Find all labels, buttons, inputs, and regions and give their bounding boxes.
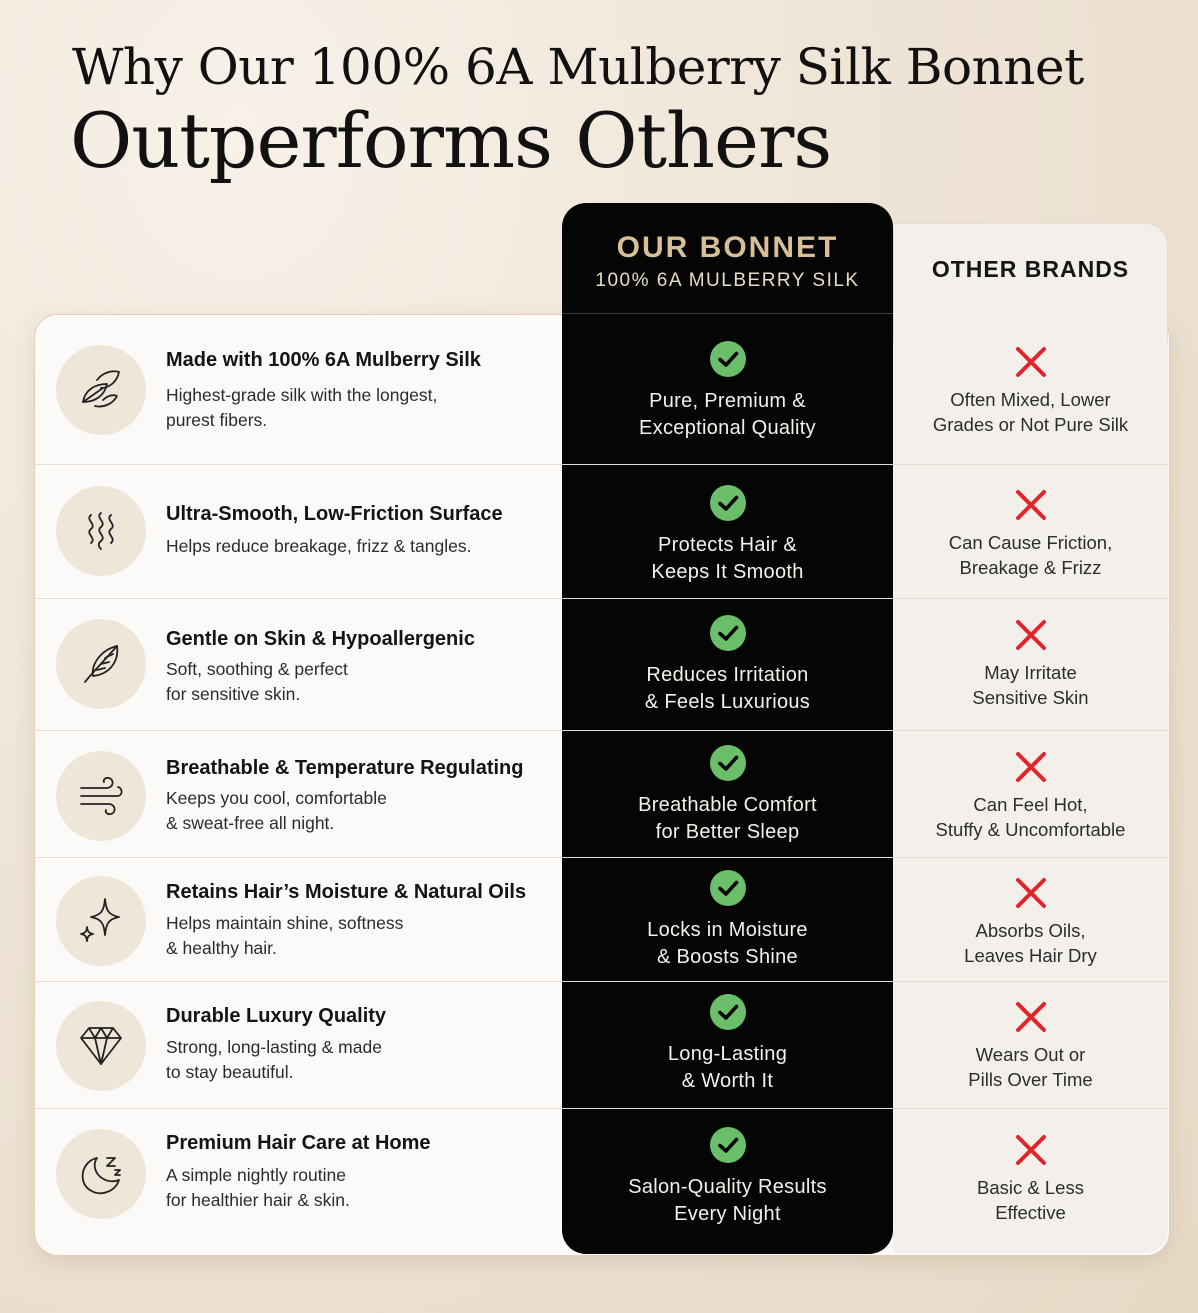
ours-cell bbox=[562, 340, 893, 442]
feature-desc-line: A simple nightly routine bbox=[166, 1165, 346, 1185]
others-text bbox=[893, 1175, 1168, 1225]
ours-text-line: Pure, Premium & bbox=[649, 390, 806, 412]
others-text-line: May Irritate bbox=[984, 662, 1077, 683]
ours-text-line: Salon-Quality Results bbox=[628, 1176, 827, 1198]
others-cell bbox=[893, 345, 1168, 437]
ours-text bbox=[562, 662, 893, 716]
ours-cell bbox=[562, 993, 893, 1095]
diamond-icon bbox=[56, 1001, 146, 1091]
others-text-line: Pills Over Time bbox=[968, 1069, 1093, 1090]
ours-text-line: Every Night bbox=[674, 1203, 781, 1225]
cross-icon bbox=[1014, 1000, 1048, 1034]
feature-desc-line: & sweat-free all night. bbox=[166, 813, 335, 833]
feature-title: Ultra-Smooth, Low-Friction Surface bbox=[166, 503, 503, 525]
feature-desc-line: for healthier hair & skin. bbox=[166, 1190, 350, 1210]
feature-desc-line: Highest-grade silk with the longest, bbox=[166, 385, 438, 405]
cross-icon bbox=[1014, 618, 1048, 652]
feature-desc-line: to stay beautiful. bbox=[166, 1062, 294, 1082]
others-text bbox=[893, 1042, 1168, 1092]
feature-description bbox=[166, 534, 546, 559]
ours-text-line: Locks in Moisture bbox=[647, 919, 808, 941]
check-icon bbox=[709, 744, 747, 782]
ours-text bbox=[562, 532, 893, 586]
check-icon bbox=[709, 484, 747, 522]
comparison-row bbox=[35, 731, 1168, 857]
others-cell bbox=[893, 1000, 1168, 1092]
others-text bbox=[893, 792, 1168, 842]
comparison-row bbox=[35, 465, 1168, 598]
others-cell bbox=[893, 750, 1168, 842]
ours-cell bbox=[562, 614, 893, 716]
feature-title: Premium Hair Care at Home bbox=[166, 1132, 431, 1154]
others-cell bbox=[893, 876, 1168, 968]
ours-text-line: Reduces Irritation bbox=[646, 664, 809, 686]
feature-description bbox=[166, 911, 546, 961]
check-icon bbox=[709, 340, 747, 378]
ours-text bbox=[562, 917, 893, 971]
ours-cell bbox=[562, 744, 893, 846]
ours-text-line: Exceptional Quality bbox=[639, 417, 816, 439]
ours-text bbox=[562, 792, 893, 846]
moon-sleep-icon bbox=[56, 1129, 146, 1219]
ours-text-line: Keeps It Smooth bbox=[651, 561, 804, 583]
check-icon bbox=[709, 869, 747, 907]
feature-title: Made with 100% 6A Mulberry Silk bbox=[166, 349, 481, 371]
feature-title: Durable Luxury Quality bbox=[166, 1005, 387, 1027]
ours-text-line: Breathable Comfort bbox=[638, 794, 817, 816]
cross-icon bbox=[1014, 876, 1048, 910]
feature-description bbox=[166, 786, 546, 836]
others-cell bbox=[893, 488, 1168, 580]
feature-title: Breathable & Temperature Regulating bbox=[166, 757, 524, 779]
comparison-row bbox=[35, 599, 1168, 730]
others-text-line: Effective bbox=[995, 1202, 1066, 1223]
cross-icon bbox=[1014, 1133, 1048, 1167]
others-text-line: Basic & Less bbox=[977, 1177, 1084, 1198]
feature-description bbox=[166, 657, 546, 707]
ours-cell bbox=[562, 869, 893, 971]
ours-text-line: Long-Lasting bbox=[667, 1043, 788, 1065]
check-icon bbox=[709, 1126, 747, 1164]
others-text-line: Can Cause Friction, bbox=[948, 532, 1113, 553]
ours-text bbox=[562, 388, 893, 442]
sparkle-icon bbox=[56, 876, 146, 966]
others-text-line: Sensitive Skin bbox=[972, 687, 1089, 708]
comparison-row bbox=[35, 858, 1168, 981]
cross-icon bbox=[1014, 345, 1048, 379]
silk-leaf-icon bbox=[56, 345, 146, 435]
others-text bbox=[893, 530, 1168, 580]
others-text-line: Wears Out or bbox=[975, 1044, 1086, 1065]
ours-text bbox=[562, 1174, 893, 1228]
others-cell bbox=[893, 1133, 1168, 1225]
wind-icon bbox=[56, 751, 146, 841]
ours-cell bbox=[562, 1126, 893, 1228]
others-text bbox=[893, 387, 1168, 437]
feature-desc-line: for sensitive skin. bbox=[166, 684, 301, 704]
others-cell bbox=[893, 618, 1168, 710]
others-text-line: Breakage & Frizz bbox=[959, 557, 1102, 578]
ours-header-title: OUR BONNET bbox=[616, 231, 839, 264]
feature-desc-line: Keeps you cool, comfortable bbox=[166, 788, 387, 808]
feature-description bbox=[166, 1035, 546, 1085]
others-text-line: Can Feel Hot, bbox=[973, 794, 1088, 815]
ours-text-line: & Worth It bbox=[681, 1070, 774, 1092]
feature-title: Retains Hair’s Moisture & Natural Oils bbox=[166, 881, 527, 903]
others-text-line: Stuffy & Uncomfortable bbox=[935, 819, 1126, 840]
ours-text-line: & Feels Luxurious bbox=[644, 691, 811, 713]
others-text-line: Often Mixed, Lower bbox=[950, 389, 1111, 410]
cross-icon bbox=[1014, 488, 1048, 522]
others-header-title: OTHER BRANDS bbox=[931, 256, 1130, 282]
others-text bbox=[893, 660, 1168, 710]
check-icon bbox=[709, 993, 747, 1031]
feature-description bbox=[166, 383, 546, 433]
others-text-line: Absorbs Oils, bbox=[975, 920, 1086, 941]
comparison-row bbox=[35, 315, 1168, 464]
ours-text bbox=[562, 1041, 893, 1095]
feature-desc-line: Helps reduce breakage, frizz & tangles. bbox=[166, 536, 472, 556]
check-icon bbox=[709, 614, 747, 652]
comparison-row bbox=[35, 1109, 1168, 1253]
ours-header-divider bbox=[562, 313, 893, 314]
ours-cell bbox=[562, 484, 893, 586]
feature-desc-line: & healthy hair. bbox=[166, 938, 277, 958]
ours-text-line: & Boosts Shine bbox=[657, 946, 798, 968]
heading-line2: Outperforms Others bbox=[70, 96, 832, 185]
feature-desc-line: purest fibers. bbox=[166, 410, 268, 430]
feature-title: Gentle on Skin & Hypoallergenic bbox=[166, 628, 475, 650]
feature-desc-line: Strong, long-lasting & made bbox=[166, 1037, 382, 1057]
others-text-line: Grades or Not Pure Silk bbox=[932, 414, 1129, 435]
feature-description bbox=[166, 1163, 546, 1213]
others-text bbox=[893, 918, 1168, 968]
ours-text-line: for Better Sleep bbox=[655, 821, 800, 843]
heading-line1: Why Our 100% 6A Mulberry Silk Bonnet bbox=[72, 38, 1084, 96]
cross-icon bbox=[1014, 750, 1048, 784]
comparison-row bbox=[35, 982, 1168, 1108]
feature-desc-line: Soft, soothing & perfect bbox=[166, 659, 348, 679]
others-text-line: Leaves Hair Dry bbox=[964, 945, 1097, 966]
feather-icon bbox=[56, 619, 146, 709]
ours-header-subtitle: 100% 6A MULBERRY SILK bbox=[595, 270, 860, 291]
ours-text-line: Protects Hair & bbox=[658, 534, 797, 556]
wavy-lines-icon bbox=[56, 486, 146, 576]
feature-desc-line: Helps maintain shine, softness bbox=[166, 913, 404, 933]
